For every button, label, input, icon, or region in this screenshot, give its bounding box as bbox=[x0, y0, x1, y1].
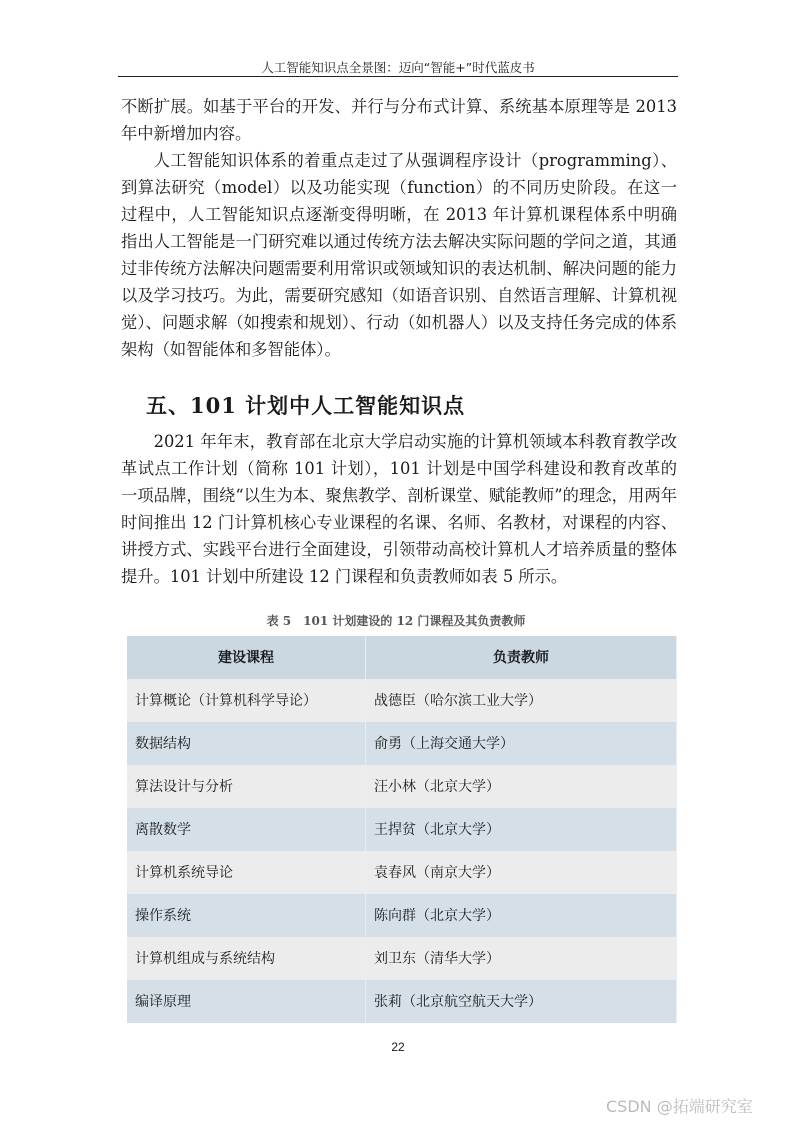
table-row bbox=[127, 808, 677, 851]
watermark: CSDN @拓端研究室 bbox=[606, 1097, 753, 1116]
course-cell: 数据结构 bbox=[127, 722, 366, 765]
section-text bbox=[121, 428, 677, 590]
teacher-cell: 陈向群（北京大学） bbox=[366, 894, 677, 937]
course-cell: 计算概论（计算机科学导论） bbox=[127, 679, 366, 722]
table-header-row bbox=[127, 636, 677, 679]
course-cell: 离散数学 bbox=[127, 808, 366, 851]
teacher-cell: 刘卫东（清华大学） bbox=[366, 937, 677, 980]
document-page bbox=[118, 0, 678, 1055]
running-header: 人工智能知识点全景图：迈向“智能+”时代蓝皮书 bbox=[261, 60, 535, 75]
table-row bbox=[127, 894, 677, 937]
header-rule bbox=[118, 76, 678, 77]
table-row bbox=[127, 722, 677, 765]
teacher-cell: 袁春风（南京大学） bbox=[366, 851, 677, 894]
teacher-cell: 战德臣（哈尔滨工业大学） bbox=[366, 679, 677, 722]
paragraph: 人工智能知识体系的着重点走过了从强调程序设计（programming）、到算法研究（model）以及功能实现（function）的不同历史阶段。在这一过程中，人工智能知识点逐渐变得明晰，在 2013 年计算机课程体系中明确指出人工智能是一门研究难以通过传统方法去解决实际问题的学问之道，其通过非传统方法解决问题需要利用常识或领域知识的表达机制、解决问题的能力以及学习技巧。为此，需要研究感知（如语音识别、自然语言理解、计算机视觉）、问题求解（如搜索和规划）、行动（如机器人）以及支持任务完成的体系架构（如智能体和多智能体）。 bbox=[121, 151, 677, 359]
teacher-cell: 王捍贫（北京大学） bbox=[366, 808, 677, 851]
section-heading: 五、101 计划中人工智能知识点 bbox=[146, 393, 466, 418]
course-cell: 算法设计与分析 bbox=[127, 765, 366, 808]
paragraph: 2021 年年末，教育部在北京大学启动实施的计算机领域本科教育教学改革试点工作计划（简称 101 计划），101 计划是中国学科建设和教育改革的一项品牌，围绕“以生为本、聚焦教学、剖析课堂、赋能教师”的理念，用两年时间推出 12 门计算机核心专业课程的名课、名师、名教材，对课程的内容、讲授方式、实践平台进行全面建设，引领带动高校计算机人才培养质量的整体提升。101 计划中所建设 12 门课程和负责教师如表 5 所示。 bbox=[121, 432, 677, 586]
teacher-cell: 俞勇（上海交通大学） bbox=[366, 722, 677, 765]
course-cell: 编译原理 bbox=[127, 980, 366, 1023]
intro-text bbox=[121, 93, 677, 363]
table-row bbox=[127, 937, 677, 980]
course-cell: 计算机组成与系统结构 bbox=[127, 937, 366, 980]
column-header: 建设课程 bbox=[127, 636, 366, 679]
table-row bbox=[127, 980, 677, 1023]
courses-table bbox=[127, 636, 677, 1023]
teacher-cell: 张莉（北京航空航天大学） bbox=[366, 980, 677, 1023]
paragraph: 不断扩展。如基于平台的开发、并行与分布式计算、系统基本原理等是 2013 年中新增加内容。 bbox=[121, 97, 677, 143]
table-row bbox=[127, 851, 677, 894]
table-row bbox=[127, 765, 677, 808]
column-header: 负责教师 bbox=[366, 636, 677, 679]
course-cell: 操作系统 bbox=[127, 894, 366, 937]
page-number: 22 bbox=[391, 1040, 405, 1054]
course-cell: 计算机系统导论 bbox=[127, 851, 366, 894]
table-row bbox=[127, 679, 677, 722]
table-caption: 表 5 101 计划建设的 12 门课程及其负责教师 bbox=[266, 614, 526, 628]
teacher-cell: 汪小林（北京大学） bbox=[366, 765, 677, 808]
